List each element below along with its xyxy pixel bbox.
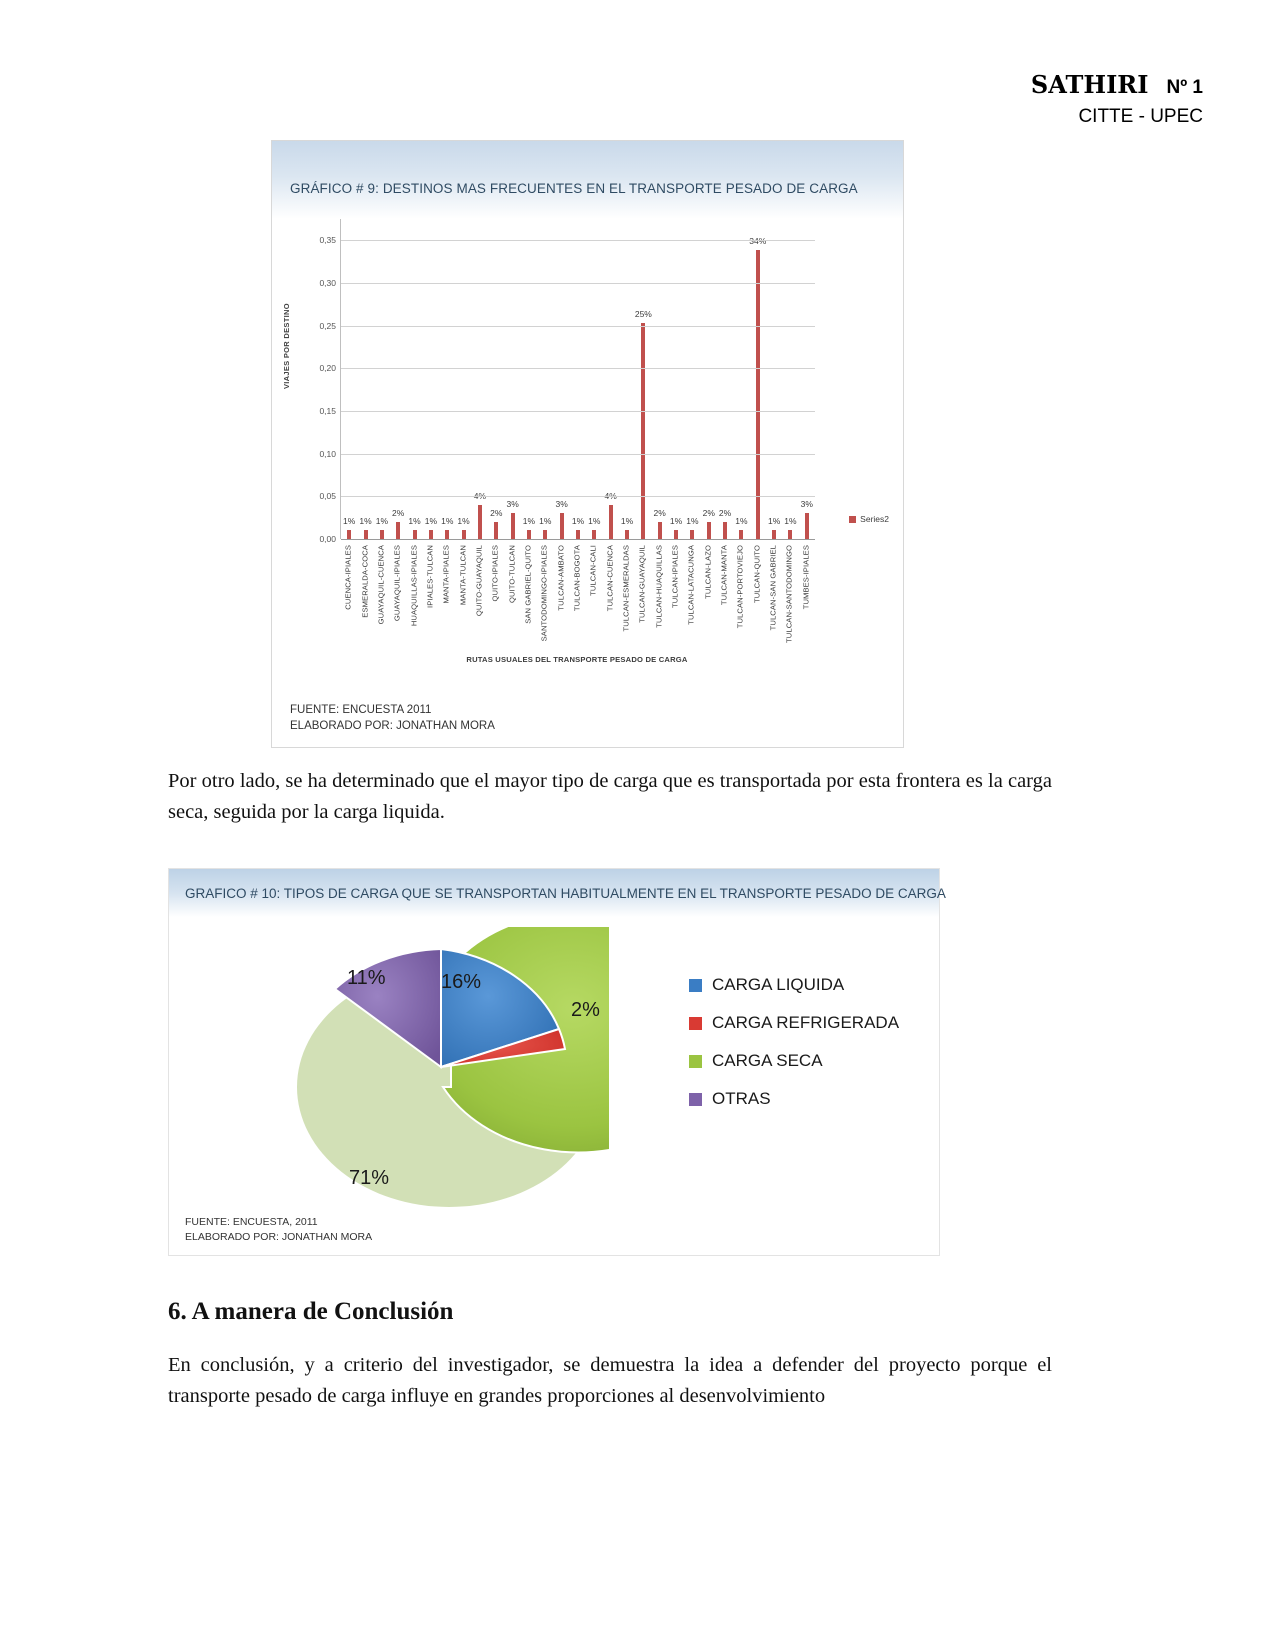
bar	[609, 505, 613, 539]
bar-item	[553, 219, 569, 539]
bar-item	[406, 219, 422, 539]
legend-swatch	[689, 1017, 702, 1030]
pie-label-carga-liquida: 16%	[441, 971, 482, 993]
legend-swatch	[689, 1093, 702, 1106]
gridline	[341, 496, 815, 497]
bar-data-label: 1%	[441, 516, 454, 527]
x-tick	[602, 541, 618, 651]
bar-data-label: 1%	[735, 516, 748, 527]
y-tick-label: 0,30	[319, 278, 336, 288]
x-tick	[422, 541, 438, 651]
bar-data-label: 34%	[749, 235, 767, 246]
bar	[347, 530, 351, 539]
y-tick-label: 0,20	[319, 363, 336, 374]
x-tick-label: TULCAN-CALI	[588, 545, 598, 596]
y-tick-label: 0,10	[319, 448, 336, 459]
bar-item	[341, 219, 357, 539]
y-tick-label: 0,35	[319, 235, 336, 246]
x-tick-label: QUITO-TULCAN	[507, 545, 517, 604]
legend-item	[689, 1089, 899, 1109]
bar	[560, 513, 564, 539]
x-tick	[700, 541, 716, 651]
x-tick-label: TULCAN-BOGOTA	[572, 545, 582, 612]
bar-data-label: 1%	[408, 516, 421, 527]
x-tick	[569, 541, 585, 651]
figure-9-title: GRÁFICO # 9: DESTINOS MAS FRECUENTES EN EL TRANSPORTE PESADO DE CARGA	[290, 181, 858, 196]
bar-data-label: 3%	[506, 499, 519, 510]
x-tick	[585, 541, 601, 651]
x-tick	[781, 541, 797, 651]
y-axis-ticks	[296, 219, 340, 544]
legend-item	[689, 1051, 899, 1071]
legend-label: CARGA SECA	[712, 1051, 823, 1070]
legend-swatch-series2	[849, 516, 856, 523]
x-tick-label: TULCAN-LAZO	[703, 545, 713, 599]
x-tick-label: TULCAN-MANTA	[719, 545, 729, 606]
gridline	[341, 539, 815, 540]
bar	[380, 530, 384, 539]
bar	[494, 522, 498, 539]
bar	[658, 522, 662, 539]
bar	[674, 530, 678, 539]
legend-item	[689, 975, 899, 995]
x-tick	[716, 541, 732, 651]
x-tick-label: TULCAN-SANTODOMINGO	[784, 545, 794, 643]
x-tick	[487, 541, 503, 651]
bar	[690, 530, 694, 539]
x-tick-label: TULCAN-HUAQUILLAS	[654, 545, 664, 628]
bar	[625, 530, 629, 539]
bar-item	[799, 219, 815, 539]
bar-data-label: 4%	[604, 490, 617, 501]
bar	[576, 530, 580, 539]
gridline	[341, 454, 815, 455]
bar-item	[717, 219, 733, 539]
bar	[788, 530, 792, 539]
bar	[641, 323, 645, 539]
pie-label-carga-seca: 71%	[349, 1167, 390, 1189]
bar-data-label: 2%	[392, 507, 405, 518]
bar-data-label: 2%	[490, 507, 503, 518]
bar	[805, 513, 809, 539]
bar-item	[586, 219, 602, 539]
pie-graphic	[289, 927, 609, 1213]
legend-label: CARGA LIQUIDA	[712, 975, 845, 994]
bar-item	[652, 219, 668, 539]
bar-item	[570, 219, 586, 539]
bar-item	[635, 219, 651, 539]
bar-data-label: 1%	[588, 516, 601, 527]
gridline	[341, 368, 815, 369]
bar-item	[733, 219, 749, 539]
y-tick-label: 0,00	[319, 534, 336, 544]
bar	[478, 505, 482, 539]
x-tick	[634, 541, 650, 651]
bar-data-label: 25%	[634, 309, 652, 320]
bar-item	[357, 219, 373, 539]
bar-data-label: 1%	[767, 516, 781, 527]
bar-data-label: 3%	[555, 499, 568, 510]
x-tick-label: TUMBES-IPIALES	[801, 545, 811, 610]
bar	[739, 530, 743, 539]
figure-10-footnote	[185, 1215, 372, 1245]
x-tick	[667, 541, 683, 651]
bar-data-label: 1%	[669, 516, 683, 527]
bar	[527, 530, 531, 539]
x-tick-label: SAN GABRIEL-QUITO	[523, 545, 533, 624]
pie-label-otras: 11%	[347, 967, 386, 989]
x-tick	[749, 541, 765, 651]
bar-item	[684, 219, 700, 539]
header-line-1	[1031, 70, 1203, 100]
bar	[511, 513, 515, 539]
y-axis-title: VIAJES POR DESTINO	[282, 303, 291, 389]
x-tick	[373, 541, 389, 651]
x-tick	[405, 541, 421, 651]
figure-10-legend	[689, 975, 899, 1127]
bar-data-label: 1%	[571, 516, 585, 527]
x-tick	[683, 541, 699, 651]
x-tick-label: CUENCA-IPIALES	[343, 545, 353, 610]
gridline	[341, 411, 815, 412]
body-paragraph-2: En conclusión, y a criterio del investigador, se demuestra la idea a defender del proyecto porque el transporte pesado de carga influye en grandes proporciones al desenvolvimiento	[168, 1354, 1052, 1407]
bar	[462, 530, 466, 539]
journal-issue: Nº 1	[1166, 77, 1203, 98]
legend-item	[689, 1013, 899, 1033]
legend-label-series2: Series2	[860, 514, 889, 524]
x-tick	[503, 541, 519, 651]
figure-9-bar-chart	[271, 140, 904, 748]
bar-item	[782, 219, 798, 539]
x-tick	[765, 541, 781, 651]
legend-swatch	[689, 1055, 702, 1068]
x-tick-label: TULCAN-ESMERALDAS	[621, 545, 631, 632]
x-tick	[454, 541, 470, 651]
journal-subtitle: CITTE - UPEC	[1078, 106, 1203, 127]
bar-data-label: 1%	[359, 516, 372, 527]
bar-item	[455, 219, 471, 539]
pie-label-carga-refrigerada: 2%	[571, 999, 600, 1021]
bar	[543, 530, 547, 539]
legend-label: CARGA REFRIGERADA	[712, 1013, 900, 1032]
bar-data-label: 1%	[620, 516, 634, 527]
bar	[592, 530, 596, 539]
x-tick	[552, 541, 568, 651]
bar-item	[472, 219, 488, 539]
legend-label: OTRAS	[712, 1089, 771, 1108]
bar-item	[750, 219, 766, 539]
y-tick-label: 0,05	[319, 491, 336, 502]
x-tick-label: TULCAN-PORTOVIEJO	[735, 545, 745, 629]
bar-item	[488, 219, 504, 539]
x-tick-label: HUAQUILLAS-IPIALES	[409, 545, 419, 627]
gridline	[341, 283, 815, 284]
x-tick-label: IPIALES-TULCAN	[425, 545, 435, 609]
x-tick	[798, 541, 814, 651]
plot-gridlines	[340, 219, 815, 539]
page-header	[1031, 70, 1203, 128]
bar-item	[668, 219, 684, 539]
bar-data-label: 3%	[800, 499, 813, 510]
x-tick	[438, 541, 454, 651]
x-tick-label: MANTA-TULCAN	[458, 545, 468, 606]
x-axis-ticks	[340, 541, 814, 651]
x-axis-title: RUTAS USUALES DEL TRANSPORTE PESADO DE CARGA	[466, 655, 688, 664]
x-tick	[356, 541, 372, 651]
bar-item	[537, 219, 553, 539]
x-tick	[340, 541, 356, 651]
x-tick	[520, 541, 536, 651]
x-tick	[732, 541, 748, 651]
bar	[429, 530, 433, 539]
bar	[707, 522, 711, 539]
y-tick-label: 0,25	[319, 320, 336, 331]
figure-10-author: ELABORADO POR: JONATHAN MORA	[185, 1230, 373, 1243]
figure-9-plot	[272, 219, 903, 689]
x-tick-label: QUITO-GUAYAQUIL	[474, 545, 484, 617]
x-tick-label: TULCAN-CUENCA	[605, 545, 615, 612]
y-tick-label: 0,15	[319, 406, 336, 416]
gridline	[341, 240, 815, 241]
x-tick-label: TULCAN-GUAYAQUIL	[637, 545, 647, 623]
bar-item	[603, 219, 619, 539]
bar-data-label: 1%	[343, 516, 356, 527]
legend-swatch	[689, 979, 702, 992]
bar-item	[766, 219, 782, 539]
bar-data-label: 1%	[784, 516, 797, 527]
bar-item	[439, 219, 455, 539]
figure-9-author: ELABORADO POR: JONATHAN MORA	[290, 720, 495, 733]
body-paragraph-1: Por otro lado, se ha determinado que el mayor tipo de carga que es transportada por esta frontera es la carga seca, seguida por la carga liquida.	[168, 770, 1052, 823]
pie-svg	[289, 927, 609, 1213]
bar	[723, 522, 727, 539]
x-tick-label: TULCAN-IPIALES	[670, 545, 680, 609]
bar-item	[504, 219, 520, 539]
bar-item	[374, 219, 390, 539]
section-heading-conclusion: 6. A manera de Conclusión	[168, 1298, 454, 1325]
x-tick	[651, 541, 667, 651]
bar-item	[423, 219, 439, 539]
x-tick-label: QUITO-IPIALES	[490, 545, 500, 602]
bar-data-label: 2%	[702, 507, 715, 518]
bar	[364, 530, 368, 539]
x-tick	[471, 541, 487, 651]
bar-data-label: 1%	[375, 516, 389, 527]
figure-9-footnote	[290, 702, 495, 735]
figure-10-title-band	[169, 869, 946, 917]
x-tick-label: TULCAN-LATACUNGA	[686, 545, 696, 625]
x-tick-label: TULCAN-AMBATO	[556, 545, 566, 611]
bar-data-label: 4%	[473, 490, 487, 501]
x-tick	[618, 541, 634, 651]
bar	[445, 530, 449, 539]
x-tick	[389, 541, 405, 651]
bar-data-label: 1%	[686, 516, 699, 527]
bar	[413, 530, 417, 539]
figure-9-legend	[849, 514, 889, 524]
x-tick-label: SANTODOMINGO-IPIALES	[539, 545, 549, 642]
x-tick-label: GUAYAQUIL-CUENCA	[376, 545, 386, 625]
bar-data-label: 1%	[522, 516, 536, 527]
x-tick-label: TULCAN-QUITO	[752, 545, 762, 604]
x-tick-label: ESMERALDA-COCA	[360, 545, 370, 618]
bar	[772, 530, 776, 539]
figure-9-source: FUENTE: ENCUESTA 2011	[290, 703, 432, 716]
x-tick	[536, 541, 552, 651]
x-tick-label: MANTA-IPIALES	[441, 545, 451, 604]
journal-title: SATHIRI	[1030, 70, 1149, 99]
x-tick-label: GUAYAQUIL-IPIALES	[392, 545, 402, 622]
gridline	[341, 326, 815, 327]
figure-9-title-band	[272, 141, 903, 219]
figure-10-plot	[169, 917, 939, 1217]
bar-item	[390, 219, 406, 539]
bar-item	[701, 219, 717, 539]
bar	[396, 522, 400, 539]
figure-10-source: FUENTE: ENCUESTA, 2011	[185, 1215, 318, 1228]
bar-data-label: 1%	[539, 516, 552, 527]
figure-10-title: GRAFICO # 10: TIPOS DE CARGA QUE SE TRANSPORTAN HABITUALMENTE EN EL TRANSPORTE PESADO DE CARGA	[185, 886, 946, 901]
bar-data-label: 2%	[653, 507, 666, 518]
bar-item	[619, 219, 635, 539]
bar-data-label: 2%	[718, 507, 732, 518]
figure-10-pie-chart	[168, 868, 946, 1256]
bar-data-label: 1%	[457, 516, 470, 527]
bar-item	[521, 219, 537, 539]
x-tick-label: TULCAN-SAN GABRIEL	[768, 545, 778, 631]
bar-series	[341, 219, 815, 539]
bar-data-label: 1%	[424, 516, 438, 527]
